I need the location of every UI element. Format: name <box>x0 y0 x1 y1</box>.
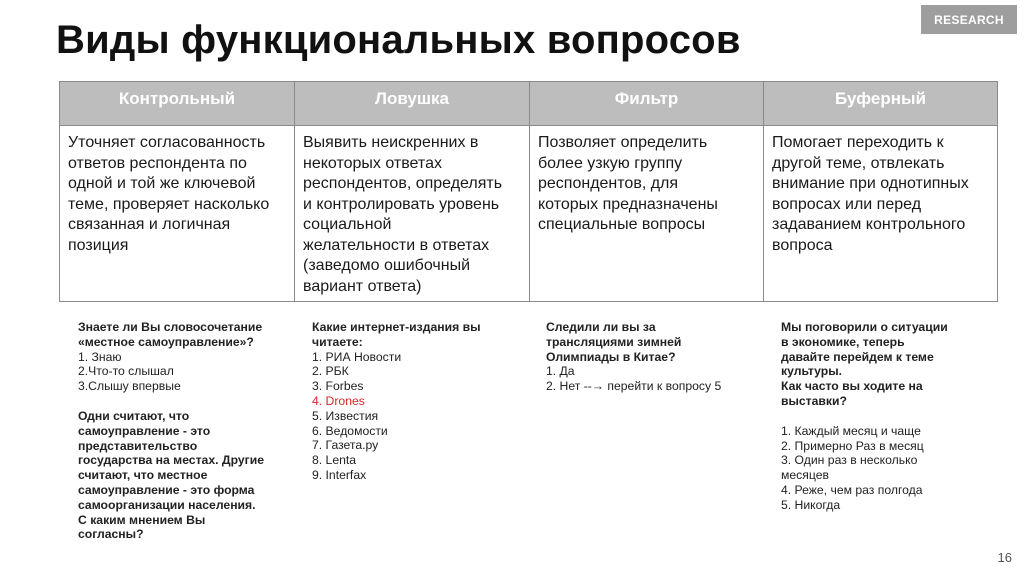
example-question-line: Следили ли вы за <box>546 320 656 334</box>
example-option: 5. Никогда <box>781 497 841 512</box>
example-question-line: считают, что местное <box>78 468 208 483</box>
page-number: 16 <box>997 550 1012 565</box>
example-option: месяцев <box>781 468 829 483</box>
example-question-line: выставки? <box>781 393 847 408</box>
example-option: 3.Слышу впервые <box>78 379 181 394</box>
example-question-line: Одни считают, что <box>78 408 190 423</box>
cell-line: связанная и логичная <box>68 216 231 233</box>
cell-line: Уточняет согласованность <box>68 134 266 151</box>
cell-line: вопросах или перед <box>772 195 922 213</box>
spacer <box>781 409 948 424</box>
cell-line: Позволяет определить <box>538 134 708 151</box>
example-option: 7. Газета.ру <box>312 438 379 453</box>
cell-line: одной и той же ключевой <box>68 175 256 192</box>
cell-trap-desc <box>295 126 530 302</box>
example-question-line: давайте перейдем к теме <box>781 349 934 364</box>
example-option: 8. Lenta <box>312 453 357 468</box>
table-header-row <box>60 82 998 126</box>
header-buffer: Буферный <box>764 82 998 126</box>
example-control <box>78 320 264 542</box>
cell-buffer-desc <box>764 126 998 302</box>
example-option: 1. Да <box>546 364 575 379</box>
cell-line: вариант ответа) <box>303 277 422 295</box>
cell-line: респондентов, для <box>538 175 679 192</box>
example-question-line: трансляциями зимней <box>546 334 682 349</box>
page-title: Виды функциональных вопросов <box>56 18 741 62</box>
question-types-table <box>59 81 998 302</box>
example-question-line: С каким мнением Вы <box>78 512 206 527</box>
cell-control-desc <box>60 126 295 302</box>
cell-line: внимание при однотипных <box>772 175 969 192</box>
example-question-line: самоуправление - это <box>78 423 211 438</box>
example-question-line: в экономике, теперь <box>781 334 905 349</box>
cell-line: ответов респондента по <box>68 154 247 172</box>
example-question-line: представительство <box>78 438 198 453</box>
example-option: 6. Ведомости <box>312 423 388 438</box>
example-option: 9. Interfax <box>312 467 367 482</box>
example-option: 2.Что-то слышал <box>78 364 174 379</box>
table-row <box>60 126 998 302</box>
example-question-line: культуры. <box>781 364 843 379</box>
cell-line: респондентов, определять <box>303 175 503 192</box>
research-badge: RESEARCH <box>921 5 1017 34</box>
cell-line: некоторых ответах <box>303 154 442 172</box>
cell-line: Помогает переходить к <box>772 134 944 151</box>
example-option: 4. Реже, чем раз полгода <box>781 482 923 497</box>
cell-line: задаванием контрольного <box>772 216 966 233</box>
example-question-line: читаете: <box>312 334 363 349</box>
example-option: 3. Один раз в несколько <box>781 453 918 468</box>
example-option: 1. РИА Новости <box>312 349 402 364</box>
cell-line: которых предназначены <box>538 195 718 213</box>
example-option: 2. Нет --→ перейти к вопросу 5 <box>546 379 722 394</box>
cell-line: Выявить неискренних в <box>303 134 479 151</box>
cell-line: специальные вопросы <box>538 216 706 233</box>
cell-line: более узкую группу <box>538 154 683 172</box>
example-trap <box>312 320 481 483</box>
header-trap: Ловушка <box>295 82 530 126</box>
example-question-line: Олимпиады в Китае? <box>546 349 676 364</box>
cell-line: социальной <box>303 216 392 233</box>
cell-line: и контролировать уровень <box>303 195 500 213</box>
example-option-trap: 4. Drones <box>312 393 365 408</box>
example-question-line: согласны? <box>78 527 144 542</box>
example-option: 1. Каждый месяц и чаще <box>781 423 921 438</box>
example-option: 1. Знаю <box>78 349 122 364</box>
example-question-line: Какие интернет-издания вы <box>312 320 481 334</box>
example-option: 5. Известия <box>312 408 379 423</box>
example-question-line: самоуправление - это форма <box>78 482 255 497</box>
example-option: 2. Примерно Раз в месяц <box>781 438 924 453</box>
spacer <box>78 394 264 409</box>
example-buffer <box>781 320 948 513</box>
example-option: 3. Forbes <box>312 379 364 394</box>
cell-line: (заведомо ошибочный <box>303 257 470 274</box>
example-question-line: государства на местах. Другие <box>78 453 264 468</box>
header-control: Контрольный <box>60 82 295 126</box>
example-filter <box>546 320 721 394</box>
example-question-line: Мы поговорили о ситуации <box>781 320 948 334</box>
cell-line: желательности в ответах <box>303 236 490 254</box>
cell-line: теме, проверяет насколько <box>68 195 270 213</box>
header-filter: Фильтр <box>530 82 764 126</box>
example-question-line: Знаете ли Вы словосочетание <box>78 320 263 334</box>
cell-line: другой теме, отвлекать <box>772 154 945 172</box>
example-question-line: «местное самоуправление»? <box>78 334 254 349</box>
cell-line: позиция <box>68 236 129 254</box>
cell-filter-desc <box>530 126 764 302</box>
cell-line: вопроса <box>772 236 833 254</box>
example-question-line: самоорганизации населения. <box>78 497 256 512</box>
example-question-line: Как часто вы ходите на <box>781 379 923 394</box>
example-option: 2. РБК <box>312 364 349 379</box>
